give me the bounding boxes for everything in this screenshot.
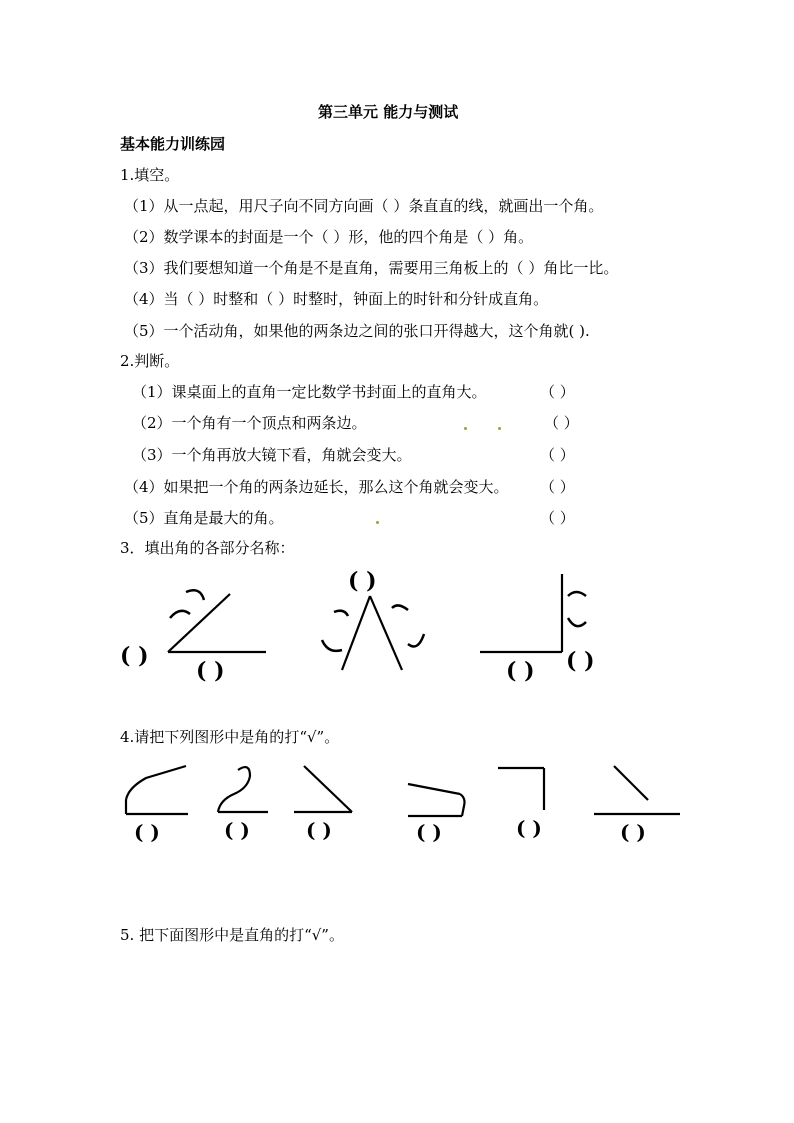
- q4-blank-4: ( ): [416, 820, 442, 844]
- q4-shape-2: [208, 760, 278, 820]
- q4-blank-5: ( ): [516, 816, 542, 840]
- q4-heading: 4.请把下列图形中是角的打“√”。: [120, 728, 340, 746]
- q3-fig3-blank-vertex: ( ): [566, 648, 595, 674]
- speck: [498, 427, 501, 430]
- page-title: 第三单元 能力与测试: [318, 103, 459, 121]
- q1-item-3: （3）我们要想知道一个角是不是直角，需要用三角板上的（ ）角比一比。: [124, 259, 619, 277]
- q2-item-3-mark: （ ）: [540, 446, 575, 464]
- q3-figure-acute-angle: [110, 570, 280, 690]
- q4-blank-2: ( ): [224, 818, 250, 842]
- q3-heading: 3．填出角的各部分名称：: [120, 539, 295, 557]
- q2-item-1: （1）课桌面上的直角一定比数学书封面上的直角大。: [132, 383, 487, 401]
- q3-fig1-blank-vertex: ( ): [120, 643, 149, 669]
- q3-figure-right-angle: [470, 570, 620, 690]
- q3-fig1-blank-side: ( ): [196, 658, 225, 684]
- q2-item-5: （5）直角是最大的角。: [124, 509, 284, 527]
- q1-item-4: （4）当（ ）时整和（ ）时整时，钟面上的时针和分针成直角。: [124, 290, 549, 308]
- q2-heading: 2.判断。: [120, 352, 180, 370]
- q2-item-5-mark: （ ）: [540, 509, 575, 527]
- q3-fig3-blank-side: ( ): [506, 658, 535, 684]
- q1-item-5: （5）一个活动角，如果他的两条边之间的张口开得越大，这个角就( ).: [124, 322, 590, 340]
- section-heading: 基本能力训练园: [120, 135, 226, 153]
- q2-item-4: （4）如果把一个角的两条边延长，那么这个角就会变大。: [124, 478, 509, 496]
- q1-item-1: （1）从一点起，用尺子向不同方向画（ ）条直直的线，就画出一个角。: [124, 197, 604, 215]
- q4-shape-5: [494, 760, 564, 820]
- q2-item-4-mark: （ ）: [540, 478, 575, 496]
- q2-item-2: （2）一个角有一个顶点和两条边。: [132, 414, 367, 432]
- q4-blank-1: ( ): [134, 820, 160, 844]
- q3-fig2-blank-top: ( ): [348, 568, 377, 594]
- speck: [376, 521, 379, 524]
- q1-item-2: （2）数学课本的封面是一个（ ）形，他的四个角是（ ）角。: [124, 228, 534, 246]
- q4-shape-6: [590, 760, 690, 820]
- q4-blank-6: ( ): [620, 820, 646, 844]
- q1-heading: 1.填空。: [120, 166, 180, 184]
- speck: [464, 427, 467, 430]
- q2-item-2-mark: （ ）: [544, 414, 579, 432]
- q4-shape-1: [116, 760, 196, 820]
- q2-item-1-mark: （ ）: [540, 383, 575, 401]
- q4-shape-3: [290, 760, 370, 820]
- q5-heading: 5. 把下面图形中是直角的打“√”。: [120, 926, 344, 944]
- q2-item-3: （3）一个角再放大镜下看，角就会变大。: [132, 446, 412, 464]
- q4-blank-3: ( ): [306, 818, 332, 842]
